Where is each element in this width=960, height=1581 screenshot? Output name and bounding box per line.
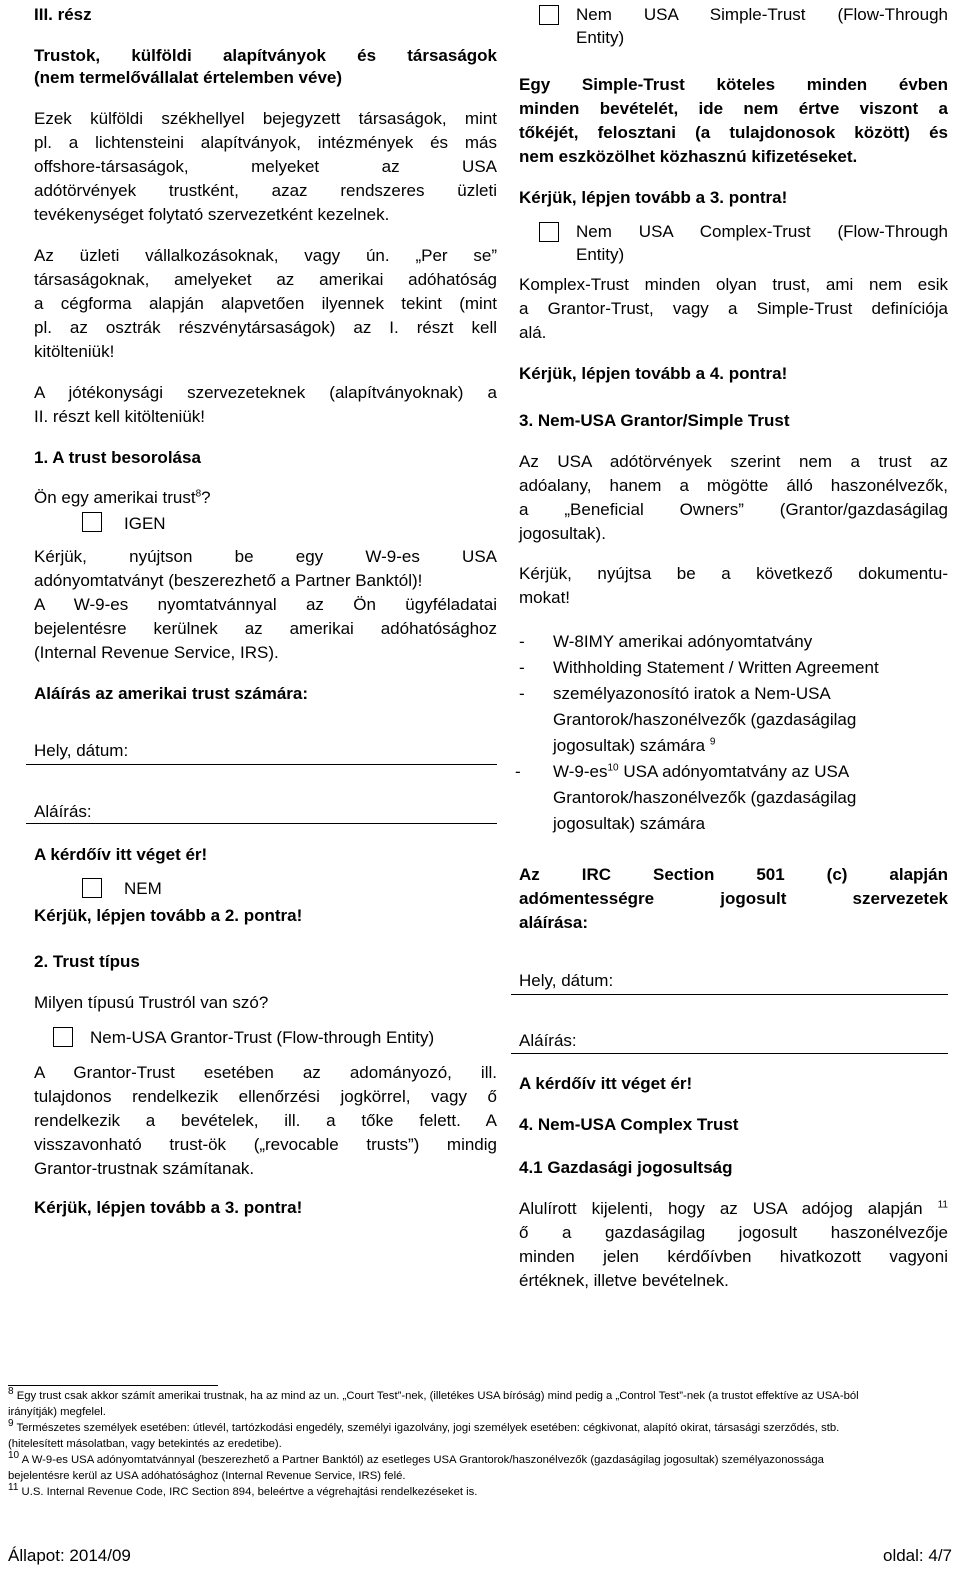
section-2-heading: 2. Trust típus	[34, 952, 140, 971]
list-item: jogosultak) számára	[553, 814, 706, 833]
intro-text: Ezek külföldi székhellyel bejegyzett társaságok, mint	[34, 109, 497, 128]
grantor-trust-text: Grantor-trustnak számítanak.	[34, 1159, 255, 1178]
documents-request: mokat!	[519, 588, 571, 607]
simple-trust-text: Egy Simple-Trust köteles minden évben	[519, 75, 948, 94]
section-1-heading: 1. A trust besorolása	[34, 448, 201, 467]
irc-signature-heading: Az IRC Section 501 (c) alapján	[519, 865, 948, 884]
questionnaire-end-text: A kérdőív itt véget ér!	[519, 1074, 693, 1093]
intro-text: pl. a lichtensteini alapítványok, intézmények és más	[34, 133, 497, 152]
footnote-8: $^8$ Egy trust csak akkor számít amerikai trustnak, ha az mind az un. „Court Test”-nek, (illetékes USA bíróság) mind pedig a „Control Test”-nek (a trustot effektíve az USA-ból	[8, 1386, 859, 1402]
footnote-10-cont: bejelentésre kerül az USA adóhatósághoz (Internal Revenue Service, IRS) felé.	[8, 1470, 406, 1482]
section-3-text: jogosultak).	[519, 524, 606, 543]
beneficial-owner-text: Alulírott kijelenti, hogy az USA adójog alapján $^{11}$	[519, 1199, 948, 1218]
intro-text: tevékenységet folytató szervezetként kezelnek.	[34, 205, 390, 224]
footnote-9: $^9$ Természetes személyek esetében: útlevél, tartózkodási engedély, személyi igazolvány, jogi személyek esetében: cégkivonat, alapító okirat, társasági szerződés, stb.	[8, 1418, 840, 1434]
complex-trust-label: Entity)	[576, 245, 625, 264]
simple-next-step: Kérjük, lépjen tovább a 3. pontra!	[519, 188, 788, 207]
list-item: személyazonosító iratok a Nem-USA	[553, 684, 831, 703]
place-date-label: Hely, dátum:	[519, 971, 614, 990]
beneficial-owner-text: ő a gazdaságilag jogosult haszonélvezője	[519, 1223, 948, 1242]
place-date-line[interactable]	[26, 764, 497, 765]
nem-checkbox[interactable]	[82, 878, 102, 898]
igen-instructions: bejelentésre kerülnek az amerikai adóhatósághoz	[34, 619, 497, 638]
section-3-text: adóalany, hanem a mögötte álló haszonélvezők,	[519, 476, 948, 495]
status-text: Állapot: 2014/09	[8, 1546, 131, 1565]
list-item: W-8IMY amerikai adónyomtatvány	[553, 632, 813, 651]
per-se-text: pl. az osztrák részvénytársaságok) az I. részt kell	[34, 318, 497, 337]
complex-trust-label: Nem USA Complex-Trust (Flow-Through	[576, 222, 948, 241]
list-item: Grantorok/haszonélvezők (gazdaságilag	[553, 788, 857, 807]
place-date-label: Hely, dátum:	[34, 741, 129, 760]
part-heading: III. rész	[34, 5, 92, 24]
list-item: Withholding Statement / Written Agreement	[553, 658, 879, 677]
grantor-trust-label: Nem-USA Grantor-Trust (Flow-through Entity)	[90, 1028, 435, 1047]
signature-line[interactable]	[26, 823, 497, 824]
complex-next-step: Kérjük, lépjen tovább a 4. pontra!	[519, 364, 788, 383]
intro-text: adótörvények trustként, azaz rendszeres üzleti	[34, 181, 497, 200]
per-se-text: kitölteniük!	[34, 342, 115, 361]
igen-instructions: A W-9-es nyomtatvánnyal az Ön ügyféladatai	[34, 595, 497, 614]
igen-checkbox[interactable]	[82, 512, 102, 532]
charity-text: A jótékonysági szervezeteknek (alapítványoknak) a	[34, 383, 497, 402]
complex-trust-text: a Grantor-Trust, vagy a Simple-Trust definíciója	[519, 299, 948, 318]
list-item: Grantorok/haszonélvezők (gazdaságilag	[553, 710, 857, 729]
list-item: jogosultak) számára $^9$	[553, 736, 716, 755]
simple-trust-checkbox[interactable]	[539, 5, 559, 25]
footnote-10: $^{10}$ A W-9-es USA adónyomtatvánnyal (beszerezhető a Partner Banktól) az esetleges USA Grantorok/haszonélvezők (gazdaságilag jogosultak) személyazonossága	[8, 1450, 824, 1466]
section-3-text: Az USA adótörvények szerint nem a trust az	[519, 452, 948, 471]
section-4-1-heading: 4.1 Gazdasági jogosultság	[519, 1158, 733, 1177]
page-number: oldal: 4/7	[883, 1546, 952, 1565]
per-se-text: Az üzleti vállalkozásoknak, vagy ún. „Per se”	[34, 246, 497, 265]
section-4-heading: 4. Nem-USA Complex Trust	[519, 1115, 739, 1134]
irc-signature-heading: adómentességre jogosult szervezetek	[519, 889, 948, 908]
grantor-trust-text: A Grantor-Trust esetében az adományozó, ill.	[34, 1063, 497, 1082]
grantor-trust-text: visszavonható trust-ök („revocable trusts”) mindig	[34, 1135, 497, 1154]
list-item: $W-9-es^{10}$ USA adónyomtatvány az USA	[553, 762, 850, 781]
beneficial-owner-text: értéknek, illetve bevételnek.	[519, 1271, 729, 1290]
us-trust-signature-heading: Aláírás az amerikai trust számára:	[34, 684, 309, 703]
simple-trust-text: minden bevételét, ide nem értve viszont a	[519, 99, 948, 118]
grantor-next-step: Kérjük, lépjen tovább a 3. pontra!	[34, 1198, 303, 1217]
igen-instructions: Kérjük, nyújtson be egy W-9-es USA	[34, 547, 497, 566]
irc-signature-heading: aláírása:	[519, 913, 588, 932]
nem-next-step: Kérjük, lépjen tovább a 2. pontra!	[34, 906, 303, 925]
complex-trust-text: Komplex-Trust minden olyan trust, ami nem esik	[519, 275, 948, 294]
section-heading: Trustok, külföldi alapítványok és társaságok	[34, 46, 497, 65]
grantor-trust-checkbox[interactable]	[53, 1027, 73, 1047]
place-date-line[interactable]	[511, 994, 948, 995]
documents-request: Kérjük, nyújtsa be a következő dokumentu-	[519, 564, 948, 583]
grantor-trust-text: rendelkezik a bevételek, ill. a tőke felett. A	[34, 1111, 497, 1130]
simple-trust-text: tőkéjét, felosztani (a tulajdonosok között) és	[519, 123, 948, 142]
igen-label: IGEN	[124, 514, 166, 533]
section-3-text: a „Beneficial Owners” (Grantor/gazdaságilag	[519, 500, 948, 519]
footnote-11: $^{11}$ U.S. Internal Revenue Code, IRC Section 894, beleértve a végrehajtási rendelkezéseket is.	[8, 1482, 478, 1498]
section-3-heading: 3. Nem-USA Grantor/Simple Trust	[519, 411, 790, 430]
footnote-8-cont: irányítják) megfelel.	[8, 1406, 106, 1418]
igen-instructions: (Internal Revenue Service, IRS).	[34, 643, 279, 662]
charity-text: II. részt kell kitölteniük!	[34, 407, 206, 426]
complex-trust-checkbox[interactable]	[539, 222, 559, 242]
nem-label: NEM	[124, 879, 162, 898]
signature-label: Aláírás:	[519, 1031, 577, 1050]
footnote-separator	[8, 1385, 218, 1386]
section-2-question: Milyen típusú Trustról van szó?	[34, 993, 269, 1012]
beneficial-owner-text: minden jelen kérdőívben hivatkozott vagyoni	[519, 1247, 948, 1266]
intro-text: offshore-társaságok, melyeket az USA	[34, 157, 497, 176]
per-se-text: a cégforma alapján alapvetően ilyennek tekint (mint	[34, 294, 497, 313]
grantor-trust-text: tulajdonos rendelkezik ellenőrzési jogkörrel, vagy ő	[34, 1087, 497, 1106]
section-heading-sub: (nem termelővállalat értelemben véve)	[34, 68, 343, 87]
igen-instructions: adónyomtatványt (beszerezhető a Partner Banktól)!	[34, 571, 423, 590]
questionnaire-end-text: A kérdőív itt véget ér!	[34, 845, 208, 864]
signature-label: Aláírás:	[34, 802, 92, 821]
footnote-9-cont: (hitelesített másolatban, vagy betekintés az eredetibe).	[8, 1438, 282, 1450]
signature-line[interactable]	[511, 1053, 948, 1054]
per-se-text: társaságoknak, amelyeket az amerikai adóhatóság	[34, 270, 497, 289]
simple-trust-label: Nem USA Simple-Trust (Flow-Through	[576, 5, 948, 24]
simple-trust-label: Entity)	[576, 28, 625, 47]
simple-trust-text: nem eszközölhet közhasznú kifizetéseket.	[519, 147, 858, 166]
section-1-question: Ön egy amerikai trust$^8$?	[34, 488, 211, 507]
complex-trust-text: alá.	[519, 323, 547, 342]
